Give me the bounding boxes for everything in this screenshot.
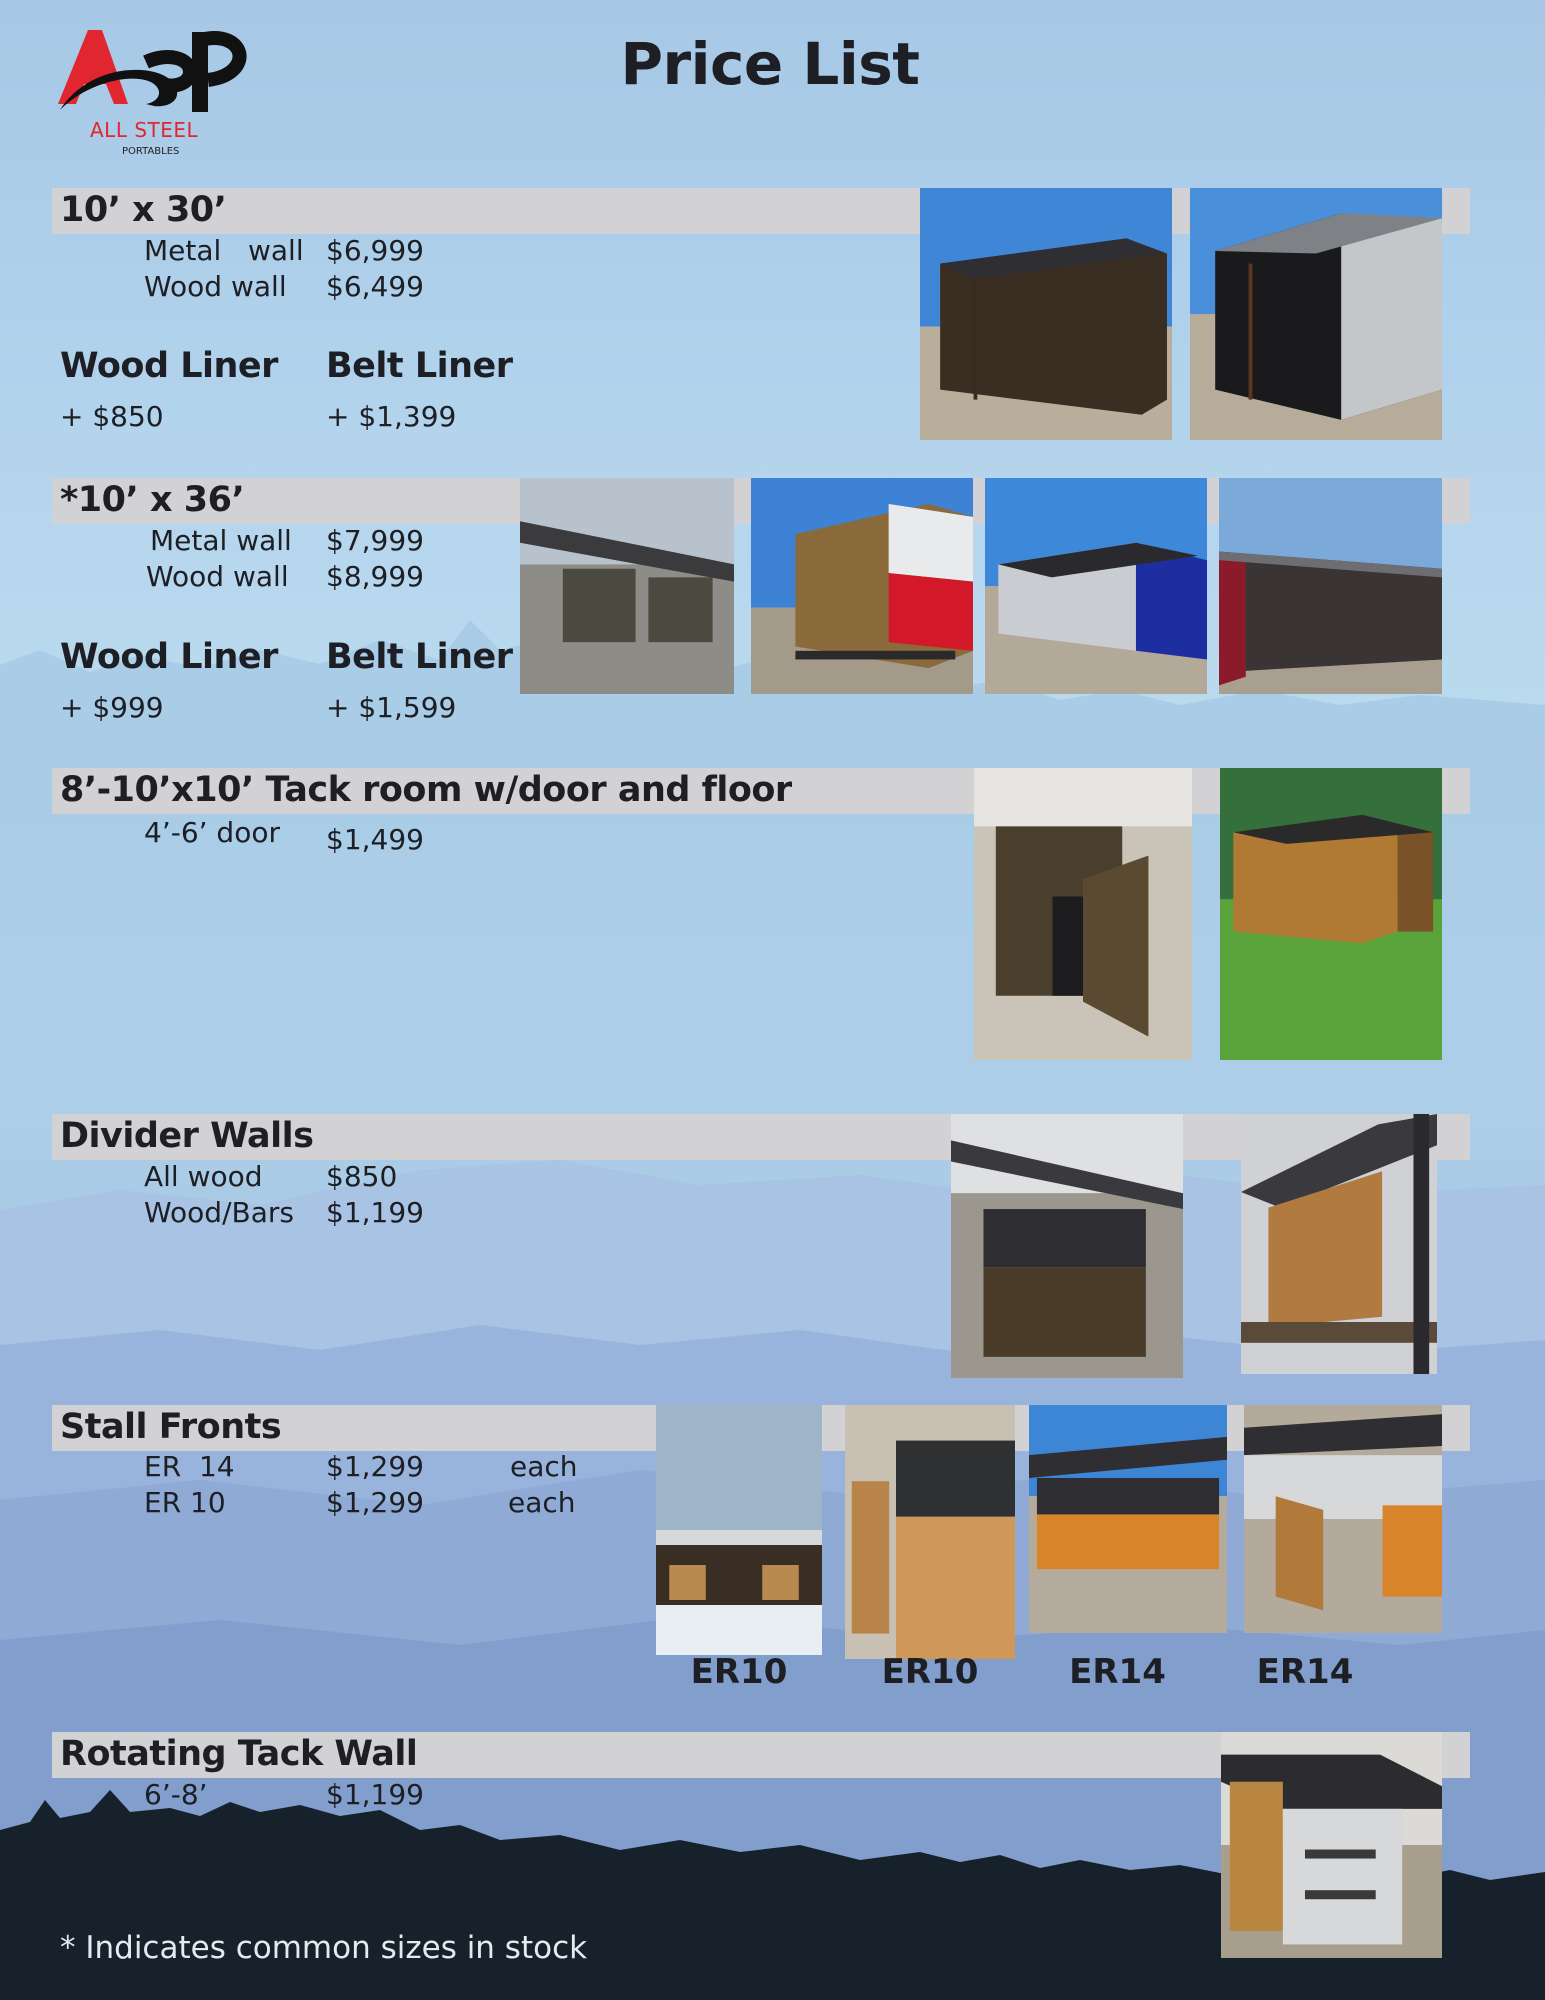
page-title: Price List — [620, 30, 920, 98]
row-unit: each — [508, 1486, 576, 1519]
photo-caption: ER14 — [1069, 1652, 1166, 1692]
section-title: *10’ x 36’ — [60, 480, 245, 520]
shed-photo — [985, 478, 1207, 694]
shed-photo — [1190, 188, 1442, 440]
row-label: Metal wall — [144, 234, 304, 267]
photo-caption: ER14 — [1256, 1652, 1354, 1692]
photo-caption: ER10 — [690, 1652, 788, 1692]
section-title: Divider Walls — [60, 1116, 314, 1156]
section-title: Stall Fronts — [60, 1407, 282, 1447]
photo-caption: ER10 — [881, 1652, 979, 1692]
option-price: + $1,599 — [326, 691, 457, 724]
row-price: $1,499 — [326, 823, 424, 856]
stall-front-photo — [1244, 1405, 1442, 1633]
row-label: 6’-8’ — [144, 1778, 208, 1811]
footnote: * Indicates common sizes in stock — [60, 1930, 588, 1966]
stall-front-photo — [656, 1405, 822, 1655]
row-label: Wood wall — [144, 270, 287, 303]
brand-tagline: PORTABLES — [122, 146, 180, 157]
option-title: Wood Liner — [60, 346, 278, 386]
row-label: Wood wall — [146, 560, 289, 593]
row-label: ER 14 — [144, 1450, 235, 1483]
shed-photo — [751, 478, 973, 694]
row-label: Wood/Bars — [144, 1196, 294, 1229]
asp-logo-icon — [50, 22, 250, 122]
tack-room-photo — [1220, 768, 1442, 1060]
option-price: + $999 — [60, 691, 164, 724]
tack-wall-photo — [1221, 1732, 1442, 1958]
option-title: Belt Liner — [326, 637, 513, 677]
row-unit: each — [510, 1450, 578, 1483]
shed-photo — [920, 188, 1172, 440]
row-price: $6,499 — [326, 270, 424, 303]
option-title: Wood Liner — [60, 637, 278, 677]
shed-photo — [520, 478, 734, 694]
row-label: All wood — [144, 1160, 263, 1193]
brand-logo — [50, 22, 250, 162]
row-label: Metal wall — [150, 524, 292, 557]
row-price: $7,999 — [326, 524, 424, 557]
row-price: $6,999 — [326, 234, 424, 267]
section-title: 8’-10’x10’ Tack room w/door and floor — [60, 770, 792, 810]
stall-front-photo — [1029, 1405, 1227, 1633]
section-title: Rotating Tack Wall — [60, 1734, 418, 1774]
divider-wall-photo — [1241, 1114, 1437, 1374]
row-price: $1,199 — [326, 1778, 424, 1811]
shed-photo — [1219, 478, 1442, 694]
row-label: 4’-6’ door — [144, 816, 280, 849]
option-price: + $1,399 — [326, 400, 457, 433]
option-price: + $850 — [60, 400, 164, 433]
stall-front-photo — [845, 1405, 1015, 1659]
row-price: $1,299 — [326, 1450, 424, 1483]
divider-wall-photo — [951, 1114, 1183, 1378]
row-label: ER 10 — [144, 1486, 226, 1519]
row-price: $850 — [326, 1160, 398, 1193]
row-price: $1,199 — [326, 1196, 424, 1229]
option-title: Belt Liner — [326, 346, 513, 386]
tack-room-photo — [974, 768, 1192, 1060]
row-price: $8,999 — [326, 560, 424, 593]
brand-name: ALL STEEL — [90, 118, 199, 142]
section-title: 10’ x 30’ — [60, 190, 227, 230]
row-price: $1,299 — [326, 1486, 424, 1519]
